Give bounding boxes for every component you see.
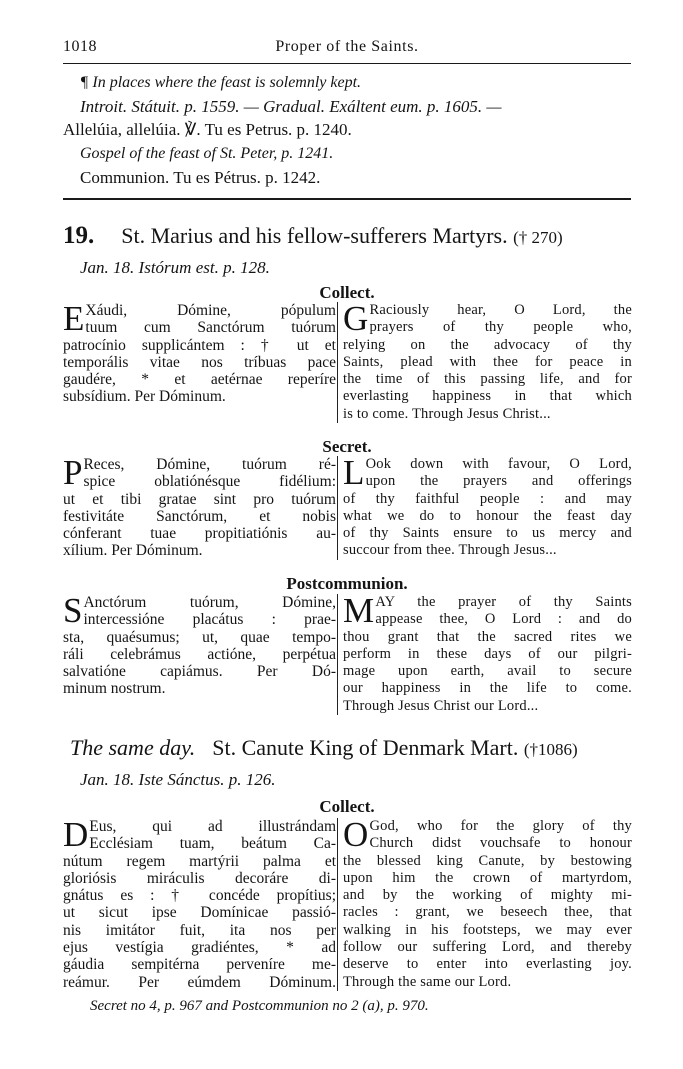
feast-number: 19. (63, 222, 95, 249)
preamble-alleluia: Allelúia, allelúia. ℣. Tu es Petrus. p. 1240. (63, 120, 352, 139)
drop-cap: D (63, 815, 89, 854)
collect-english (337, 299, 632, 423)
text-line: of thy Saints ensure to us mercy and (343, 525, 632, 542)
text-line: sta, quaésumus; ut, quae tempo- (63, 628, 336, 646)
canute-collect-heading: Collect. (319, 797, 375, 816)
text-line: Reces, Dómine, tuórum ré- (83, 456, 336, 473)
text-line: spice oblatiónésque fidélium: (83, 473, 336, 491)
text-line: intercessióne placátus : prae- (83, 611, 336, 629)
text-line: Saints, plead with thee for peace in (343, 353, 632, 370)
drop-cap: P (63, 453, 83, 492)
text-line: mage upon earth, avail to secure (343, 663, 632, 680)
drop-cap: S (63, 591, 83, 630)
text-line: Church didst vouchsafe to honour (369, 835, 632, 852)
text-line: the blessed king Canute, by bestowing (343, 852, 632, 869)
header-rule (63, 63, 631, 64)
canute-collect-latin (63, 815, 336, 991)
text-line: God, who for the glory of thy (369, 818, 632, 834)
running-title: Proper of the Saints. (275, 38, 419, 55)
postcommunion-heading: Postcommunion. (286, 574, 408, 593)
text-line: Through Jesus Christ our Lord... (343, 697, 539, 714)
secret-english (337, 453, 632, 560)
text-line: follow our suffering Lord, and thereby (343, 939, 632, 956)
feast-name: St. Marius and his fellow-sufferers Martyrs. (121, 223, 508, 248)
drop-cap: L (343, 453, 365, 492)
text-line: Eus, qui ad illustrándam (89, 818, 336, 835)
canute-collect-english (337, 815, 632, 991)
text-line: what we do to honour the feast day (343, 507, 632, 524)
secret-heading: Secret. (322, 437, 372, 456)
drop-cap: O (343, 815, 369, 854)
text-line: appease thee, O Lord : and do (375, 611, 632, 628)
text-line: racles : grant, we beseech thee, that (343, 904, 632, 921)
text-line: walking in his footsteps, we may ever (343, 921, 632, 938)
page-header (63, 38, 631, 62)
text-line: Anctórum tuórum, Dómine, (83, 594, 336, 611)
text-line: succour from thee. Through Jesus... (343, 542, 557, 559)
footnote: Secret no 4, p. 967 and Postcommunion no 2 (a), p. 970. (90, 998, 429, 1014)
text-line: relying on the advocacy of thy (343, 336, 632, 353)
text-line: reámur. Per eúmdem Dóminum. (63, 973, 336, 991)
preamble-communion: Communion. Tu es Pétrus. p. 1242. (80, 168, 321, 187)
text-line: upon the prayers and offerings (365, 473, 632, 490)
text-line: thou grant that the sacred rites we (343, 628, 632, 645)
text-line: nis imitátor fuit, ita nos per (63, 921, 336, 939)
feast-name: St. Canute King of Denmark Mart. (212, 735, 519, 760)
feast-19-introit: Jan. 18. Istórum est. p. 128. (80, 258, 270, 277)
text-line: gaudére, * et aetérnae reperíre (63, 371, 336, 389)
preamble-note: ¶ In places where the feast is solemnly kept. (80, 74, 362, 91)
text-line: deserve to enter into everlasting joy. (343, 956, 632, 973)
text-line: festivitáte Sanctórum, et nobis (63, 507, 336, 525)
text-line: our happiness in the life to come. (343, 680, 632, 697)
text-line: perform in these days of our pilgri- (343, 645, 632, 662)
text-line: gnátus es : † concéde propítius; (63, 887, 336, 905)
text-line: tuum cum Sanctórum tuórum (85, 319, 336, 337)
text-line: is to come. Through Jesus Christ... (343, 405, 551, 422)
text-line: of thy faithful people : and may (343, 490, 632, 507)
postcommunion-latin (63, 591, 336, 698)
text-line: Ecclésiam tuam, beátum Ca- (89, 835, 336, 853)
text-line: ráli celebrámus actióne, perpétua (63, 645, 336, 663)
text-line: xílium. Per Dóminum. (63, 542, 203, 560)
collect-latin (63, 299, 336, 406)
feast-canute-introit: Jan. 18. Iste Sánctus. p. 126. (80, 770, 276, 789)
text-line: Through the same our Lord. (343, 973, 512, 990)
feast-date: († 270) (513, 228, 563, 247)
text-line: subsídium. Per Dóminum. (63, 388, 226, 406)
text-line: the time of this passing life, and for (343, 371, 632, 388)
drop-cap: M (343, 591, 375, 630)
text-line: upon him the crown of martyrdom, (343, 869, 632, 886)
text-line: cónferant tuae propitiatiónis au- (63, 525, 336, 543)
collect-heading: Collect. (319, 283, 375, 302)
text-line: ut et tibi gratae sint pro tuórum (63, 490, 336, 508)
postcommunion-english (337, 591, 632, 715)
text-line: Raciously hear, O Lord, the (369, 302, 632, 318)
preamble-gospel: Gospel of the feast of St. Peter, p. 1241. (80, 145, 334, 162)
drop-cap: E (63, 299, 85, 338)
text-line: and by the working of mighty mi- (343, 887, 632, 904)
preamble-introit: Introit. Státuit. p. 1559. — Gradual. Exáltent eum. p. 1605. — (80, 97, 502, 116)
text-line: gloriósis miráculis decoráre di- (63, 869, 336, 887)
text-line: prayers of thy people who, (369, 319, 632, 336)
secret-latin (63, 453, 336, 560)
page-number: 1018 (63, 38, 97, 55)
text-line: AY the prayer of thy Saints (375, 594, 632, 610)
text-line: gáudia sempitérna perveníre me- (63, 956, 336, 974)
feast-19-title (63, 222, 563, 250)
text-line: Xáudi, Dómine, pópulum (85, 302, 336, 319)
feast-prefix: The same day. (70, 735, 196, 760)
section-rule (63, 198, 631, 200)
text-line: temporális vitae nos tríbuas pace (63, 353, 336, 371)
text-line: everlasting happiness in that which (343, 388, 632, 405)
feast-date: (†1086) (523, 740, 578, 759)
drop-cap: G (343, 299, 369, 338)
text-line: nútum regem martýrii palma et (63, 852, 336, 870)
text-line: minum nostrum. (63, 680, 166, 698)
text-line: patrocínio supplicántem : † ut et (63, 336, 336, 354)
feast-canute-title (70, 735, 578, 761)
text-line: ejus vestígia gradiéntes, * ad (63, 939, 336, 957)
text-line: salvatióne capiámus. Per Dó- (63, 663, 336, 681)
text-line: ut sicut ipse Domínicae passió- (63, 904, 336, 922)
text-line: Ook down with favour, O Lord, (365, 456, 632, 472)
